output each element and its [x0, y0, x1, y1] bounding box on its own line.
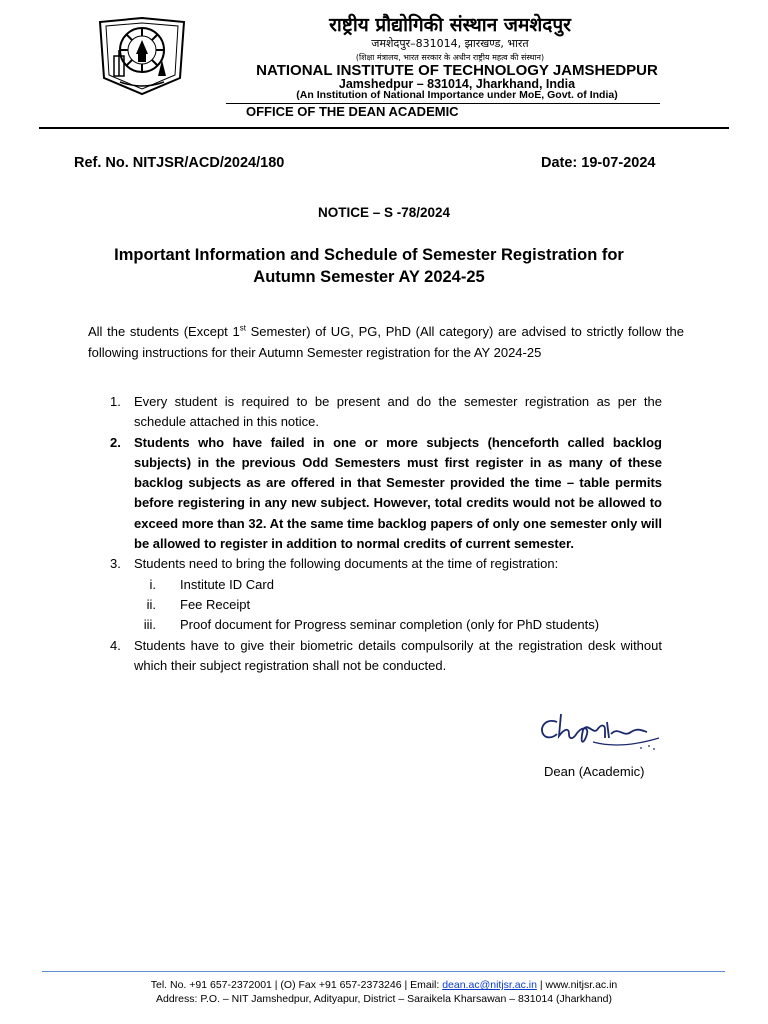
intro-text-start: All the students (Except 1 [88, 324, 240, 339]
institute-address-hindi: जमशेदपुर–831014, झारखण्ड, भारत [371, 37, 529, 50]
sub-list-item-text: Institute ID Card [180, 576, 274, 592]
sub-list-item [104, 615, 662, 635]
intro-paragraph [88, 321, 684, 363]
list-item-number: 3. [110, 556, 121, 572]
sub-list-item-number: iii. [143, 617, 156, 633]
heading-line-1: Important Information and Schedule of Semester Registration for [114, 246, 624, 264]
nit-jamshedpur-emblem-icon [96, 16, 188, 96]
list-item-text: Students who have failed in one or more subjects (henceforth called backlog subjects) in the previous Odd Semesters must first register in as many of these backlog subjects as are offered in that Semester provided the time – table permits before registering in any new subject. However, total credits would not be allowed to exceed more than 32. At the same time backlog papers of only one semester only will be allowed to register in addition to normal credits of current semester. [134, 434, 662, 552]
institute-status: (An Institution of National Importance under MoE, Govt. of India) [296, 89, 618, 101]
handwritten-signature-icon [535, 708, 665, 756]
list-item-text: Students need to bring the following documents at the time of registration: [134, 556, 559, 572]
instruction-list [104, 392, 662, 676]
sub-list-item [104, 595, 662, 615]
sub-list-item-number: ii. [146, 596, 156, 612]
heading-line-2: Autumn Semester AY 2024-25 [253, 268, 485, 286]
institute-address: Jamshedpur – 831014, Jharkhand, India [338, 77, 576, 91]
footer-email-link[interactable]: dean.ac@nitjsr.ac.in [442, 979, 537, 991]
sub-list-item-number: i. [149, 576, 156, 592]
notice-heading [74, 244, 664, 288]
reference-number: Ref. No. NITJSR/ACD/2024/180 [74, 155, 285, 171]
institute-name: NATIONAL INSTITUTE OF TECHNOLOGY JAMSHEDPUR [256, 62, 658, 79]
signatory-title: Dean (Academic) [544, 764, 645, 779]
footer-phone-fax: Tel. No. +91 657-2372001 | (O) Fax +91 657-2373246 | Email: [150, 979, 443, 991]
notice-date: Date: 19-07-2024 [541, 155, 656, 171]
list-item [104, 636, 662, 677]
list-item-number: 4. [110, 637, 121, 653]
notice-number: NOTICE – S -78/2024 [317, 205, 451, 220]
intro-superscript: st [239, 323, 246, 333]
list-item [104, 392, 662, 433]
list-item-text: Every student is required to be present and do the semester registration as per the schedule attached in this notice. [134, 394, 662, 430]
letterhead-rule [39, 127, 729, 129]
intro-text-end: Semester) of UG, PG, PhD (All category) are advised to strictly follow the following instructions for their Autumn Semester registration for the AY 2024-25 [88, 324, 685, 360]
list-item-text: Students have to give their biometric details compulsorily at the registration desk without which their subject registration shall not be conducted. [134, 637, 662, 673]
footer-divider [42, 971, 725, 972]
list-item-number: 2. [110, 434, 121, 450]
sub-list-item-text: Proof document for Progress seminar completion (only for PhD students) [180, 617, 600, 633]
footer-address: Address: P.O. – NIT Jamshedpur, Adityapur, District – Saraikela Kharsawan – 831014 (Jharkhand) [155, 993, 613, 1005]
institute-status-hindi: (शिक्षा मंत्रालय, भारत सरकार के अधीन राष्ट्रीय महत्व की संस्थान) [355, 53, 545, 62]
institute-name-hindi: राष्ट्रीय प्रौद्योगिकी संस्थान जमशेदपुर [329, 14, 571, 36]
footer-contact [0, 979, 768, 992]
sub-list-item-text: Fee Receipt [180, 596, 251, 612]
office-name: OFFICE OF THE DEAN ACADEMIC [246, 104, 459, 119]
list-item [104, 433, 662, 555]
list-item [104, 554, 662, 574]
list-item-number: 1. [110, 394, 121, 409]
footer-website: | www.nitjsr.ac.in [536, 979, 618, 991]
sub-list-item [104, 575, 662, 595]
